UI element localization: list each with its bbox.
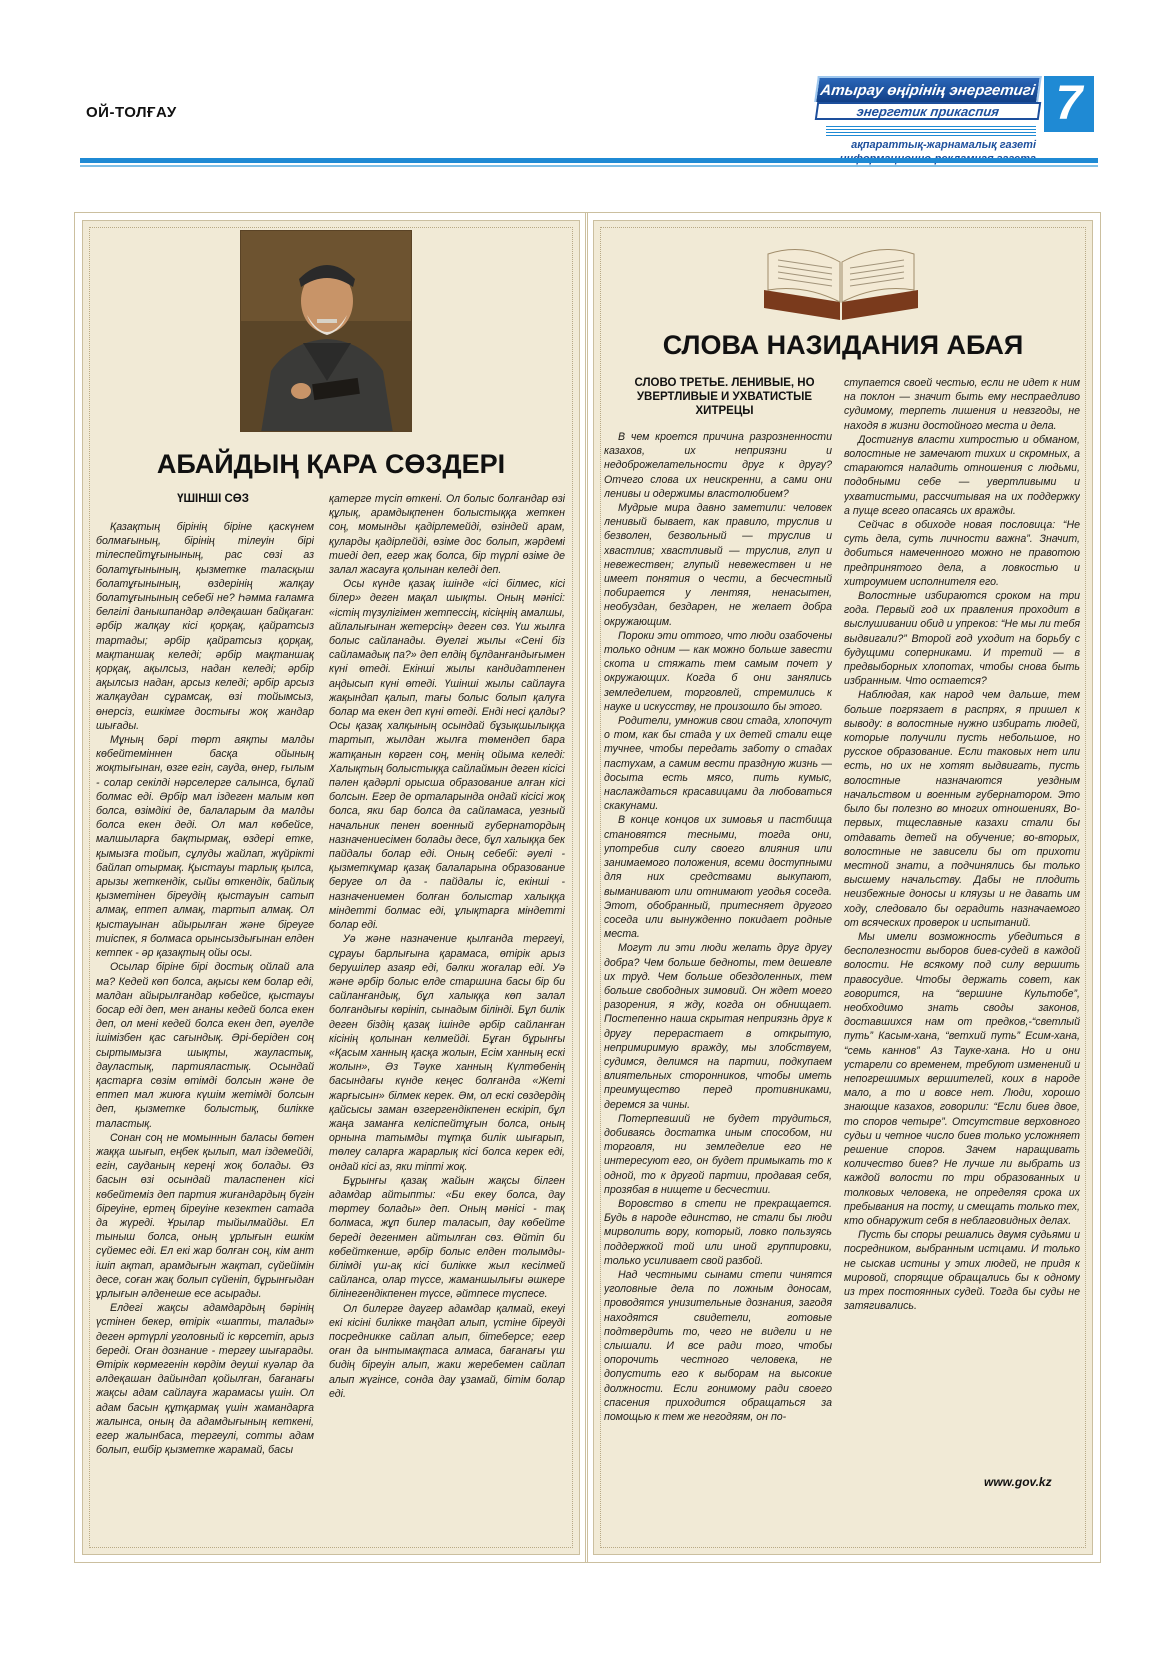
left-subheading: ҮШІНШІ СӨЗ bbox=[177, 493, 249, 505]
paragraph: Мы имели возможность убедиться в бесполезности выборов биев-судей в каждой волости. Не всякому под силу вершить правосудие. Чтобы держать совет, как говорится, на “вершине Культобе”, необходимо знать своды законов, доставшихся нам от предков,-“светлый путь” Касым-хана, “ветхий путь” Есим-хана, “семь каннов” Аз Тауке-хана. Но и они устарели со временем, требуют изменений и непогрешимых вершителей, коих в народе мало, а то и вовсе нет. Люди, хорошо знающие казахов, говорили: “Если биев двое, то споров четыре”. Отсутствие верховного судьи и четное число биев только усложняет решение споров. Зачем наращивать количество биев? Не лучше ли выбрать из каждой волости по три образованных и толковых человека, не определяя срока их пребывания на посту, и смещать только тех, кто обнаружит себя в неблаговидных делах. bbox=[844, 930, 1080, 1227]
paragraph: Пусть бы споры решались двумя судьями и посредником, выбранным истцами. И только не сыскав истины у этих людей, не придя к мировой, спорящие обращались бы к одному из трех постоянных судей. Тогда бы суды не затягивались. bbox=[844, 1229, 1080, 1313]
masthead-title-ru: энергетик прикаспия bbox=[815, 102, 1042, 120]
paragraph: Сонан соң не момыннын баласы бөтен жаққа шығып, еңбек қылып, мал іздемейді, егін, сауданың кереңі жоқ болады. Өз басын өзі осындай таласпенен кісі көбейтеміз деп партия жиғандардың бүгін біреуіне, ертең біреуіне кезектен сатада да жүреді. Ұрылар тыйылмайды. Ел тыныш болса, оның ұрлығын ешкім сүйемес еді. Ел екі жар болған соң, кім ант ішіп ақтап, арамдығын жақтап, сүйейімін десе, соған жақ болып сүйеніп, бұрынғыдан ұрлығын әлденеше есе асырады. bbox=[96, 1131, 314, 1300]
right-subheading: СЛОВО ТРЕТЬЕ. ЛЕНИВЫЕ, НО УВЕРТЛИВЫЕ И УХВАТИСТЫЕ ХИТРЕЦЫ bbox=[634, 377, 815, 417]
paragraph: Осы күнде қазақ ішінде «ісі білмес, кісі білер» деген мақал шықты. Оның мәнісі: «істің түзулігімен жетпессің, кісіңнің амалшы, айлалығынан жетерсің» деген сөз. Үш жылға болыс сайланады. Әуелгі жылы «Сені біз сайламадық па?» деп елдің бұлданғандығымен күні өтеді. Екінші жылы кандидатпенен аңдысып күні өтеді. Үшінші жылы сайлауға жақындап қалып, тағы болыс болып қалуға болар ма екен деп күні өтеді. Енді несі қалды? Осы қазақ халқының осындай бұзықшылыққа тартып, жылдан жылға төмендеп бара жатқанын көрген соң, менің ойыма келеді: Халықтың болыстыққа сайлаймын деген кісісі пәлен қадәрлі орысша образование алған кісі болсын. Егер де орталарында ондай кісісі жоқ болса, яки бар болса да сайламаса, уезный начальник пенен военный губернатордың назначениесімен болады десе, бұл халыққа бек пайдалы болар еді. Оның себебі: әуелі - қызметкұмар қазақ балаларына образование беруге ол да - пайдалы іс, екінші - назначениемен болған болыстар халыққа міндетті болмас еді, ұлықтарға міндетті болар еді. bbox=[329, 578, 565, 932]
right-column-2 bbox=[844, 376, 1080, 1470]
open-book-illustration bbox=[760, 232, 922, 322]
masthead-title-kz: Атырау өңірінің энергетигі bbox=[814, 76, 1042, 102]
source-link[interactable]: www.gov.kz bbox=[984, 1475, 1052, 1489]
right-headline: СЛОВА НАЗИДАНИЯ АБАЯ bbox=[662, 330, 1024, 360]
page-number: 7 bbox=[1044, 76, 1094, 132]
left-column-1 bbox=[96, 520, 314, 1542]
left-column-2 bbox=[329, 492, 565, 1542]
paragraph: Могут ли эти люди желать друг другу добра? Чем больше бедноты, тем дешевле их труд. Чем больше обездоленных, тем больше свободных зимовий. Он ждет моего разорения, я жду, когда он обнищает. Постепенно наша скрытая неприязнь друг к другу перерастает в открытую, непримиримую вражду, мы злобствуем, судимся, делимся на партии, подкупаем влиятельных сторонников, чтобы иметь преимущество перед противниками, деремся за чины. bbox=[604, 942, 832, 1111]
paragraph: Родители, умножив свои стада, хлопочут о том, как бы стада у их детей стали еще тучнее, чтобы передать заботу о стадах пастухам, а самим вести праздную жизнь — досыта есть мясо, пить кумыс, наслаждаться красавицами да любоваться скакунами. bbox=[604, 715, 832, 813]
header-rule bbox=[80, 158, 1098, 163]
paragraph: ступается своей честью, если не идет к ним на поклон — значит быть ему неспраедливо судимому, терпеть лишения и невзгоды, не находя в жизни достойного места и дела. bbox=[844, 377, 1080, 432]
paragraph: Ол билерге даугер адамдар қалмай, екеуі екі кісіні билікке таңдап алып, үстіне біреуді посредникке сайлап алып, бітеберсе; егер оған да ынтымақтаса алмаса, бағанағы үш бидің біреуін алып, жаки жеребемен сайлап алып жүгінсе, сонда дау ұзамай, бітім болар еді. bbox=[329, 1302, 565, 1400]
paragraph: Наблюдая, как народ чем дальше, тем больше погрязает в распрях, я пришел к выводу: в волостные нужно избирать людей, которые получили пусть небольшое, но русское образование. Если таковых нет или есть, но их не хотят выдвигать, пусть волостные назначаются уездным начальством и военным губернатором. Это было бы полезно во многих отношениях, Во-первых, тщеславные казахи стали бы отдавать детей на обучение; во-вторых, волостные не зависели бы от прихоти местной знати, а подчинялись бы только высшему начальству. Дабы не плодить неизбежные доносы и кляузы и не давать им ходу, следовало бы оградить назначаемого от всяческих проверок и испытаний. bbox=[844, 689, 1080, 929]
paragraph: Мудрые мира давно заметили: человек ленивый бывает, как правило, труслив и безволен, безвольный — труслив и хвастлив; хвастливый — труслив, глуп и невежествен; глупый невежествен и не имеет понятия о чести, а бесчестный побирается у лентяя, ненасытен, необуздан, бездарен, не желает добра окружающим. bbox=[604, 502, 832, 628]
paragraph: Осылар біріне бірі достық ойлай ала ма? Кедей көп болса, ақысы кем болар еді, малдан айырылғандар көбейсе, қыстауы босар еді деп, мен ананы кедей болса екен деп, ол мені кедей болса екен деп, әуелде ішімізбен қас сағындық. Әрі-беріден соң сыртымызға шықты, жауластық, дауластық, партияластық. Осындай қастарға сөзім өтімді болсын және де ептеп мал жиюға күшім жетімді болсын деп, қызметке болыстық, билікке таластық. bbox=[96, 961, 314, 1130]
paragraph: қатерге түсіп өткені. Ол болыс болғандар өзі құлық, арамдықпенен болыстыққа жеткен соң, момынды қадірлемейді, өзіндей арам, қуларды қадірлейді, өзіме дос болып, жәрдемі тиеді деп, егер жақ болса, бір түрлі өзіме де залал жасауға қолынан келеді деп. bbox=[329, 493, 565, 577]
left-headline: АБАЙДЫҢ ҚАРА СӨЗДЕРІ bbox=[156, 449, 506, 479]
open-book-image bbox=[760, 232, 922, 322]
paragraph: Елдегі жақсы адамдардың бәрінің үстінен бекер, өтірік «шапты, талады» деген әртүрлі уголовный іс көрсетіп, арыз береді. Оған дознание - тергеу шығарады. Өтірік көрмегенін көрдім деуші куәлар да әлдеқашан дайындап қойылған, бағанағы жақсы адам сайлауға жарамасы үшін. Ол адам басын құтқармақ үшін жамандарға жалынса, оның да адамдығының кеткені, егер жалынбаса, тергеулі, сотты адам болып, ешбір қызметке жарамай, басы bbox=[96, 1302, 314, 1457]
section-label: ОЙ-ТОЛҒАУ bbox=[86, 104, 177, 121]
paragraph: В чем кроется причина разрозненности казахов, их неприязни и недоброжелательности друг к другу? Отчего слова их неискренни, а сами они ленивы и одержимы властолюбием? bbox=[604, 431, 832, 500]
paragraph: Мұның бәрі төрт аяқты малды көбейтеміннен басқа ойының жоқтығынан, өзге егін, сауда, өнер, ғылым - солар секілді нәрселерге салынса, бұлай болмас еді. Әрбір мал іздеген малым көп болса, өзімдікі де, балаларым да малды болса екен деді. Ол мал көбейсе, малшыларға бақтырмақ, өздері етке, қымызға тойып, сұлуды жайлап, жүйрікті байлап отырмақ. Қыстауы тарлық қылса, арызы жеткендік, сыйы өткендік, байлық қызметінен біреудің қыстауын сатып алмақ, ептеп алмақ, тартып алмақ. Ол қыстауынан айырылған және біреуге тиіспек, я болмаса орынсыздығынан елден кетпек - әр қазақтың ойы осы. bbox=[96, 734, 314, 960]
paragraph: В конце концов их зимовья и пастбища становятся тесными, тогда они, употребив силу своего влияния или занимаемого положения, всеми доступными для них средствами выкупают, выманивают или отнимают угодья соседа. Этот, обобранный, притесняет другого соседа или вынужденно покидает родные места. bbox=[604, 814, 832, 941]
decorative-lines bbox=[826, 126, 1036, 136]
paragraph: Уә және назначение қылғанда тергеуі, сұрауы барлығына қарамаса, өтірік арыз берушілер азаяр еді, бәлки жоғалар еді. Уә және әрбір болыс елде старшина басы бір би сайланғандық, бұл халыққа көп залал болғандығы көрініп, сынадым білінді. Бұл билік деген біздің қазақ ішінде әрбір сайланған кісінің қолынан келмейді. Бұған бұрынғы «Қасым ханның қасқа жолын, Есім ханның ескі жолын», Әз Тәуке ханның Күлтөбенің басындағы күнде кеңес болғанда «Жеті жарғысын» білмек керек. Әм, ол ескі сөздердің қайсысы заман өзгергендікпенен ескіріп, бұл жаңа заманға келіспейтұғын болса, оның орнына татымды тұтқа билік шығарып, төлеу саларға жарарлық кісі болса керек еді, ондай кісі аз, яки тіпті жоқ. bbox=[329, 933, 565, 1173]
paragraph: Бұрынғы қазақ жайын жақсы білген адамдар айтыпты: «Би екеу болса, дау төртеу болады» деп. Оның мәнісі - тақ болмаса, жұп билер таласып, дау көбейте береді дегенмен айтылған сөз. Өйтіп би көбейткенше, әрбір болыс елден толымды-білімді үш-ақ кісі билікке жыл кесілмей сайланса, олар түссе, жаманшылығы әшкере білінегендікпенен түссе, әйтпесе түспесе. bbox=[329, 1174, 565, 1301]
right-column-1 bbox=[604, 430, 832, 1542]
paragraph: Сейчас в обиходе новая пословица: “Не суть дела, суть личности важна”. Значит, добиться намеченного можно не правотою предпринятого дела, а ловкостью и хитроумием исполнителя его. bbox=[844, 519, 1080, 588]
paragraph: Пороки эти оттого, что люди озабочены только одним — как можно больше завести скота и стяжать тем самым почет у окружающих. Когда б они занялись земледелием, торговлей, стремились к науке и искусству, не произошло бы этого. bbox=[604, 629, 832, 713]
paragraph: Достигнув власти хитростью и обманом, волостные не замечают тихих и скромных, а стараются наладить отношения с людьми, подобными себе — увертливыми и ухватистыми, рассчитывая на их поддержку а пуще всего опасаясь их вражды. bbox=[844, 433, 1080, 517]
header-rule-thin bbox=[80, 165, 1098, 167]
tagline-kz: ақпараттық-жарнамалық газеті bbox=[851, 139, 1036, 151]
newspaper-masthead bbox=[816, 76, 1040, 120]
abai-portrait-image bbox=[240, 230, 412, 432]
paragraph: Над честными сынами степи чинятся уголовные дела по ложным доносам, проводятся унизительные дознания, загодя находятся свидетели, готовые подтвердить то, чего не видели и не слышали. И все ради того, чтобы опорочить честного человека, не допустить его к выборам на высокие должности. Если гонимому ради своего спасения приходится обращаться за помощью к тем же негодяям, он по- bbox=[604, 1268, 832, 1424]
portrait-illustration bbox=[241, 231, 412, 432]
paragraph: Волостные избираются сроком на три года. Первый год их правления проходит в выслушивании обид и упреков: “Не мы ли тебя выдвигали?” Второй год уходит на борьбу с будущими соперниками. И третий — в предвыборных хлопотах, чтобы снова быть избранным. Что остается? bbox=[844, 590, 1080, 688]
paragraph: Қазақтың бірінің біріне қаскүнем болмағының, бірінің тілеуін бірі тілеспейтұғынының, рас сөзі аз болатұғынының, қызметке таласқыш болатұғынының, өздерінің жалқау болатұғынының себебі не? Һәмма ғаламға белгілі данышпандар әлдеқашан байқаған: әрбір жалқау кісі қорқақ, қайратсыз тартады; әрбір қайратсыз қорқақ, мақтаншақ келеді; әрбір мақтаншақ қорқақ, ақылсыз, надан келеді; әрбір ақылсыз надан, арсыз келеді; әрбір арсыз жалқаудан сұрамсақ, өзі тойымсыз, өнерсіз, ешкімге достығы жоқ жандар шығады. bbox=[96, 521, 314, 732]
paragraph: Воровство в степи не прекращается. Будь в народе единство, не стали бы люди мирволить вору, который, ловко пользуясь поддержкой той или иной группировки, только усиливает свой разбой. bbox=[604, 1197, 832, 1267]
paragraph: Потерпевший не будет трудиться, добиваясь достатка иным способом, ни торговля, ни земледелие его не интересуют его, он будет примыкать то к одной, то к другой партии, продавая себя, прозябая в нищете и бесчестии. bbox=[604, 1112, 832, 1196]
